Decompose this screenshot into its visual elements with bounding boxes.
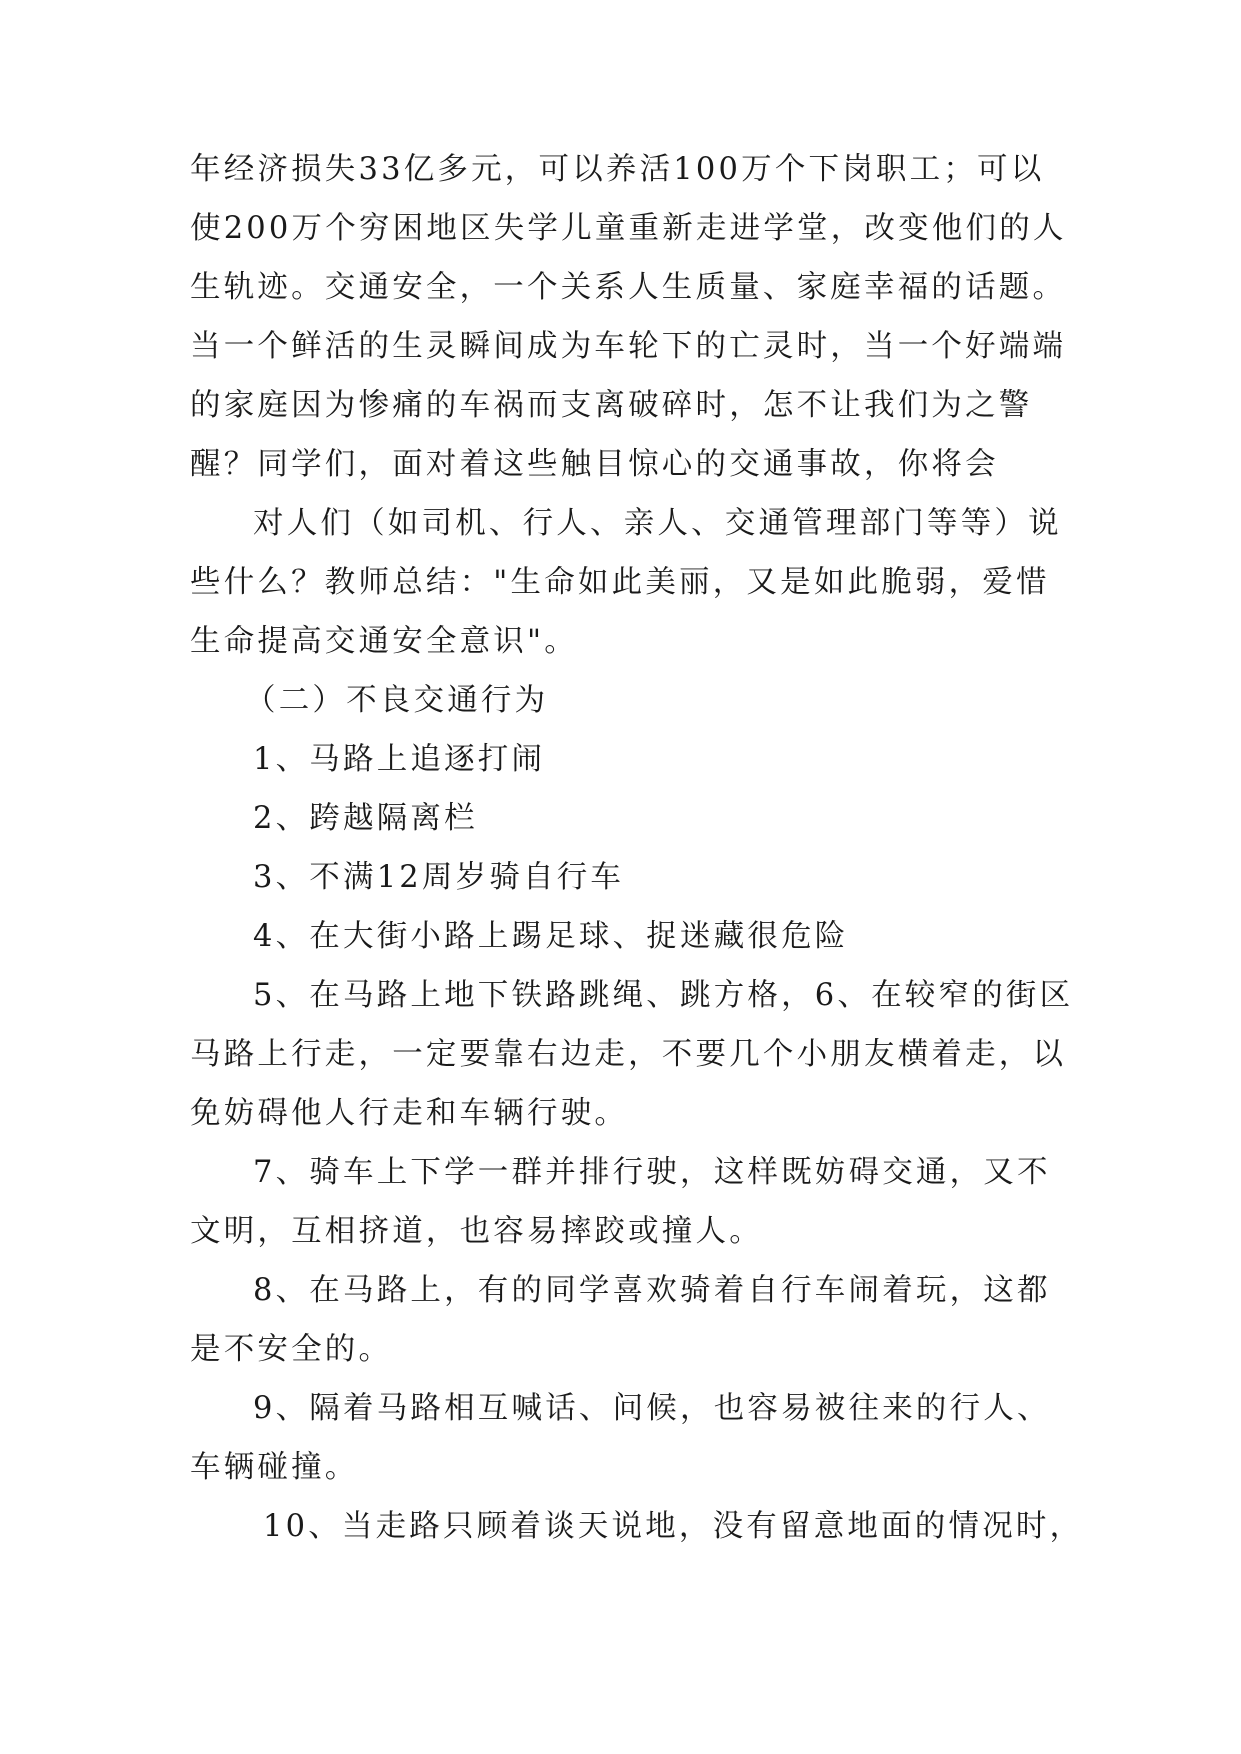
body-text-line: 车辆碰撞。: [190, 1450, 359, 1485]
list-item: 5、在马路上地下铁路跳绳、跳方格，6、在较窄的街区: [253, 978, 1074, 1013]
list-item: 7、骑车上下学一群并排行驶，这样既妨碍交通，又不: [253, 1155, 1051, 1190]
list-item: 10、当走路只顾着谈天说地，没有留意地面的情况时，: [263, 1509, 1084, 1544]
body-text-line: 当一个鲜活的生灵瞬间成为车轮下的亡灵时，当一个好端端: [190, 329, 1067, 364]
paragraph-start-line: 对人们（如司机、行人、亲人、交通管理部门等等）说: [253, 506, 1062, 541]
body-text-line: 些什么？教师总结："生命如此美丽，又是如此脆弱，爱惜: [190, 565, 1050, 600]
body-text-line: 文明，互相挤道，也容易摔跤或撞人。: [190, 1214, 763, 1249]
body-text-line: 的家庭因为惨痛的车祸而支离破碎时，怎不让我们为之警: [190, 388, 1033, 423]
body-text-line: 马路上行走，一定要靠右边走，不要几个小朋友横着走，以: [190, 1037, 1067, 1072]
body-text-line: 年经济损失33亿多元，可以养活100万个下岗职工；可以: [190, 152, 1045, 187]
body-text-line: 生轨迹。交通安全，一个关系人生质量、家庭幸福的话题。: [190, 270, 1067, 305]
list-item: 1、马路上追逐打闹: [253, 742, 546, 777]
body-text-line: 生命提高交通安全意识"。: [190, 624, 578, 659]
body-text-line: 使200万个穷困地区失学儿童重新走进学堂，改变他们的人: [190, 211, 1067, 246]
list-item: 9、隔着马路相互喊话、问候，也容易被往来的行人、: [253, 1391, 1051, 1426]
section-heading: （二）不良交通行为: [245, 683, 549, 718]
list-item: 2、跨越隔离栏: [253, 801, 478, 836]
body-text-line: 免妨碍他人行走和车辆行驶。: [190, 1096, 629, 1131]
body-text-line: 醒？同学们，面对着这些触目惊心的交通事故，你将会: [190, 447, 999, 482]
body-text-line: 是不安全的。: [190, 1332, 393, 1367]
list-item: 4、在大街小路上踢足球、捉迷藏很危险: [253, 919, 849, 954]
list-item: 3、不满12周岁骑自行车: [253, 860, 625, 895]
list-item: 8、在马路上，有的同学喜欢骑着自行车闹着玩，这都: [253, 1273, 1051, 1308]
